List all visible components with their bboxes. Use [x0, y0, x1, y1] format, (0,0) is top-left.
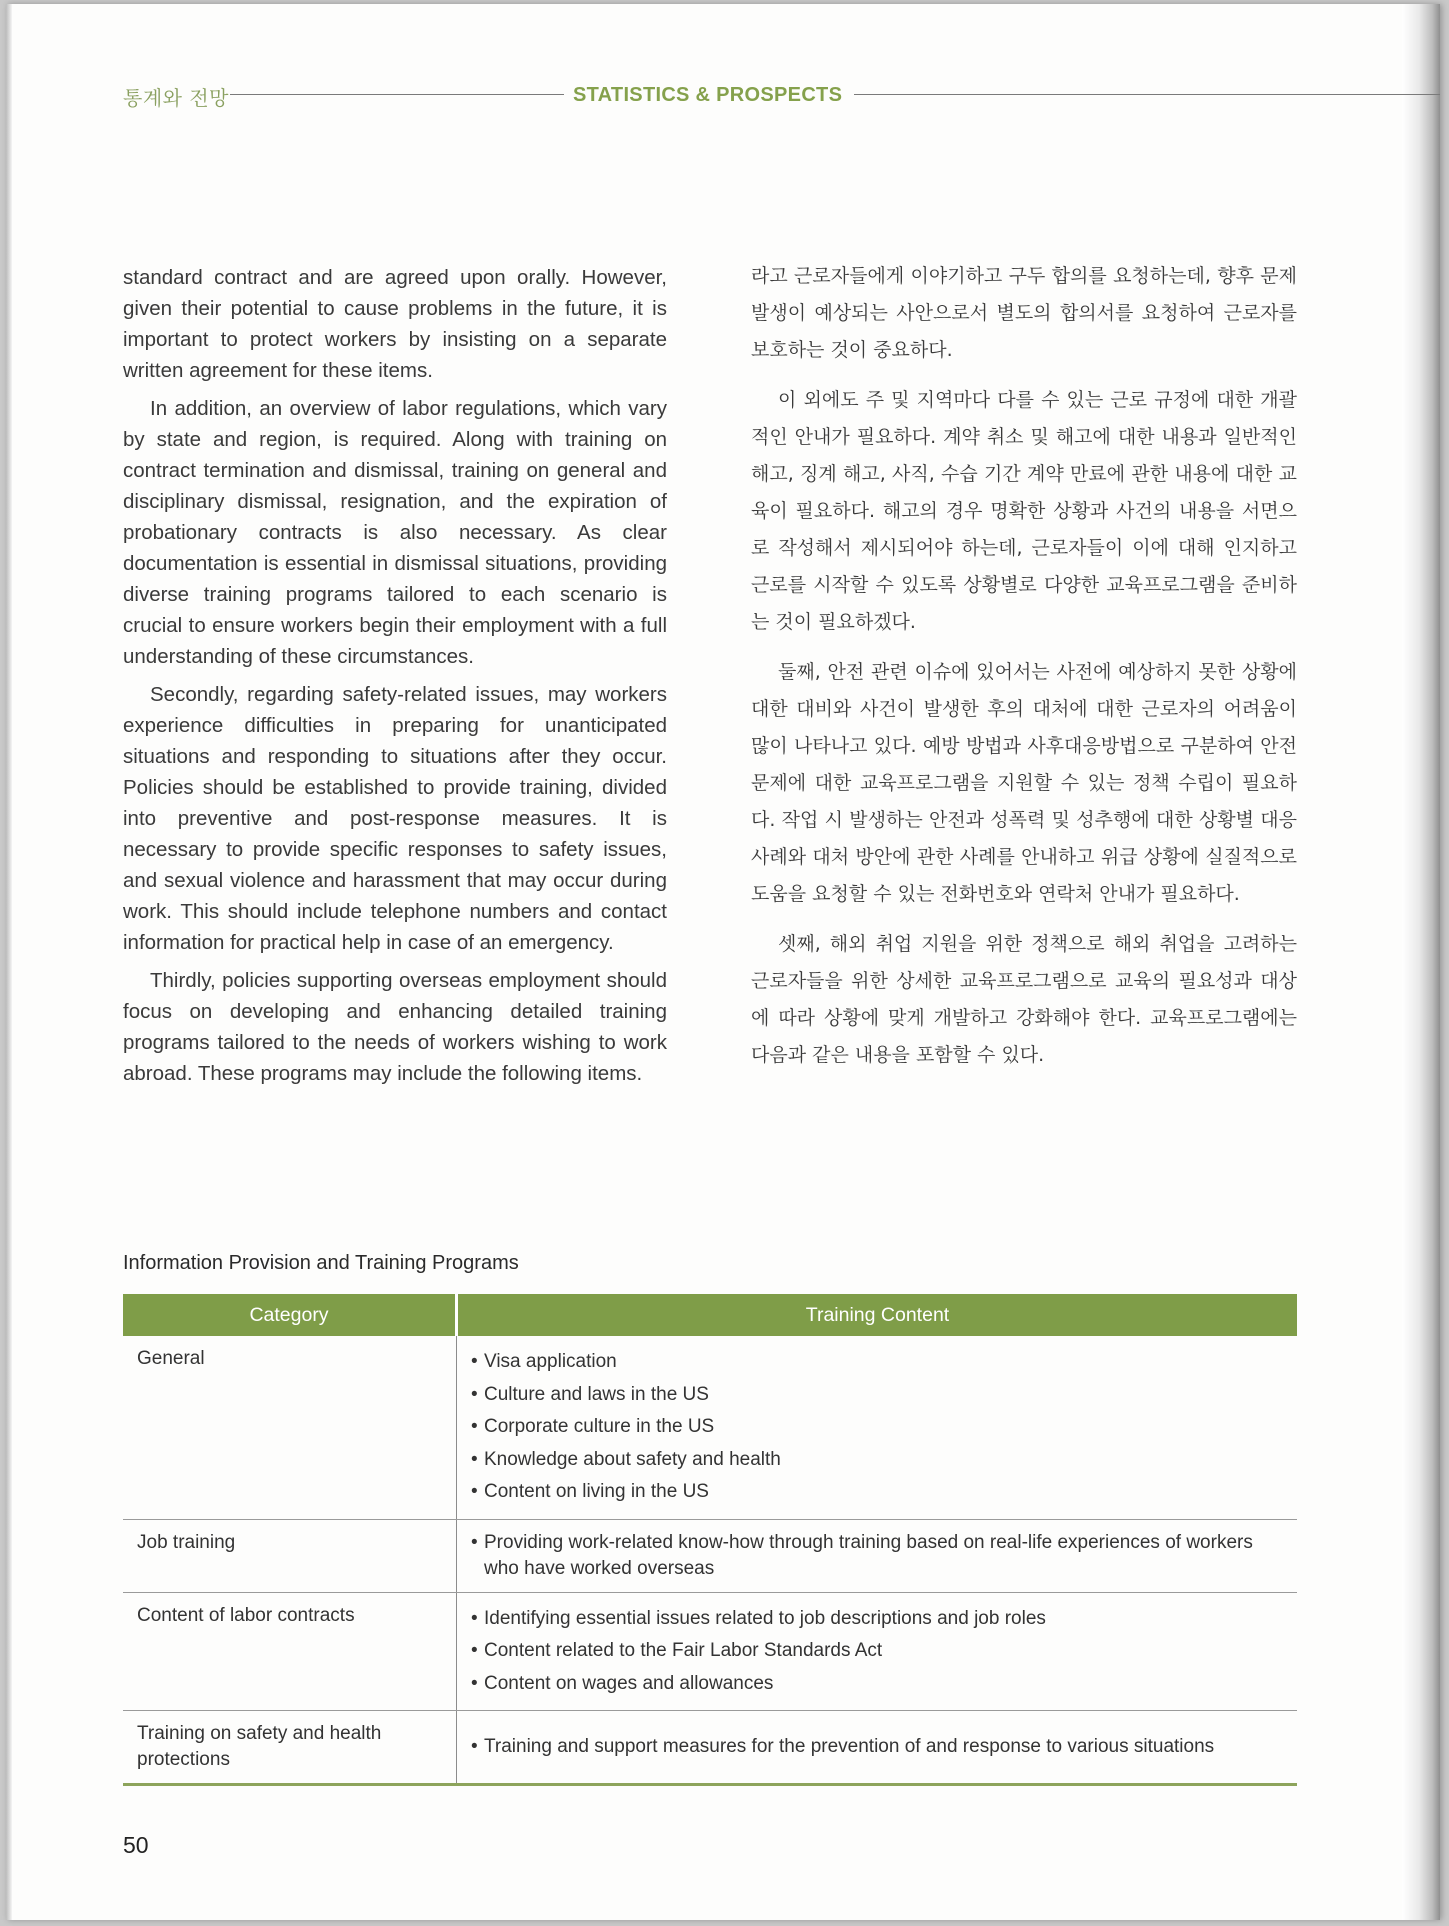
english-column: [123, 262, 667, 1096]
row-category: Training on safety and health protections: [123, 1711, 457, 1785]
header-category: Category: [123, 1294, 457, 1336]
book-spine-shadow: [1402, 4, 1440, 1920]
row-content: [457, 1592, 1298, 1711]
korean-paragraph-3: 둘째, 안전 관련 이슈에 있어서는 사전에 예상하지 못한 상황에 대한 대비와 사건이 발생한 후의 대처에 대한 근로자의 어려움이 많이 나타나고 있다. 예방 방법과 사후대응방법으로 구분하여 안전 문제에 대한 교육프로그램을 지원할 수 있는 정책 수립이 필요하다. 작업 시 발생하는 안전과 성폭력 및 성추행에 대한 상황별 대응 사례와 대처 방안에 관한 사례를 안내하고 위급 상황에 실질적으로 도움을 요청할 수 있는 전화번호와 연락처 안내가 필요하다.: [751, 661, 1297, 905]
list-item: • Identifying essential issues related to job descriptions and job roles: [471, 1603, 1283, 1636]
page-number: 50: [123, 1832, 149, 1858]
table-row-labor-contracts: [123, 1592, 1297, 1711]
korean-paragraph-1: 라고 근로자들에게 이야기하고 구두 합의를 요청하는데, 향후 문제 발생이 예상되는 사안으로서 별도의 합의서를 요청하여 근로자를 보호하는 것이 중요하다.: [751, 265, 1297, 361]
english-paragraph-4: Thirdly, policies supporting overseas employment should focus on developing and enhancing detailed training programs tailored to the needs of workers wishing to work abroad. These programs may include the following items.: [123, 969, 667, 1085]
header-rule-left: [230, 94, 564, 95]
english-paragraph-1: standard contract and are agreed upon orally. However, given their potential to cause problems in the future, it is important to protect workers by insisting on a separate written agreement for these items.: [123, 266, 667, 382]
table-row-safety-health: [123, 1711, 1297, 1785]
list-item: • Knowledge about safety and health: [471, 1444, 1283, 1477]
table-row-job-training: [123, 1519, 1297, 1592]
training-programs-table: [123, 1294, 1297, 1786]
list-item: • Training and support measures for the prevention of and response to various situations: [471, 1731, 1283, 1764]
bullet-list: [471, 1530, 1283, 1582]
document-page: [6, 4, 1440, 1920]
list-item: • Content on living in the US: [471, 1476, 1283, 1509]
bullet-list: [471, 1731, 1283, 1764]
row-category: Job training: [123, 1519, 457, 1592]
table-row-general: [123, 1336, 1297, 1519]
header-korean-title: 통계와 전망: [123, 86, 229, 110]
table-title: Information Provision and Training Programs: [123, 1252, 519, 1274]
korean-paragraph-2: 이 외에도 주 및 지역마다 다를 수 있는 근로 규정에 대한 개괄적인 안내가 필요하다. 계약 취소 및 해고에 대한 내용과 일반적인 해고, 징계 해고, 사직, 수습 기간 계약 만료에 관한 내용에 대한 교육이 필요하다. 해고의 경우 명확한 상황과 사건의 내용을 서면으로 작성해서 제시되어야 하는데, 근로자들이 이에 대해 인지하고 근로를 시작할 수 있도록 상황별로 다양한 교육프로그램을 준비하는 것이 필요하겠다.: [751, 389, 1297, 633]
bullet-list: [471, 1346, 1283, 1509]
korean-column: [751, 258, 1297, 1087]
header-training-content: Training Content: [457, 1294, 1298, 1336]
list-item: • Content on wages and allowances: [471, 1668, 1283, 1701]
header-english-title: STATISTICS & PROSPECTS: [573, 84, 843, 106]
korean-paragraph-4: 셋째, 해외 취업 지원을 위한 정책으로 해외 취업을 고려하는 근로자들을 위한 상세한 교육프로그램으로 교육의 필요성과 대상에 따라 상황에 맞게 개발하고 강화해야 한다. 교육프로그램에는 다음과 같은 내용을 포함할 수 있다.: [751, 933, 1297, 1066]
row-category: General: [123, 1336, 457, 1519]
row-content: [457, 1336, 1298, 1519]
list-item: • Providing work-related know-how through training based on real-life experiences of workers who have worked overseas: [471, 1530, 1283, 1582]
page-left-edge: [6, 4, 12, 1920]
english-paragraph-2: In addition, an overview of labor regulations, which vary by state and region, is required. Along with training on contract termination and dismissal, training on general and disciplinary dismissal, resignation, and the expiration of probationary contracts is also necessary. As clear documentation is essential in dismissal situations, providing diverse training programs tailored to each scenario is crucial to ensure workers begin their employment with a full understanding of these circumstances.: [123, 397, 667, 668]
row-category: Content of labor contracts: [123, 1592, 457, 1711]
english-paragraph-3: Secondly, regarding safety-related issues, may workers experience difficulties in preparing for unanticipated situations and responding to situations after they occur. Policies should be established to provide training, divided into preventive and post-response measures. It is necessary to provide specific responses to safety issues, and sexual violence and harassment that may occur during work. This should include telephone numbers and contact information for practical help in case of an emergency.: [123, 683, 667, 954]
table-header-row: [123, 1294, 1297, 1336]
row-content: [457, 1711, 1298, 1785]
row-content: [457, 1519, 1298, 1592]
list-item: • Content related to the Fair Labor Standards Act: [471, 1635, 1283, 1668]
bullet-list: [471, 1603, 1283, 1701]
header-rule-right: [854, 94, 1440, 95]
list-item: • Visa application: [471, 1346, 1283, 1379]
list-item: • Corporate culture in the US: [471, 1411, 1283, 1444]
list-item: • Culture and laws in the US: [471, 1379, 1283, 1412]
